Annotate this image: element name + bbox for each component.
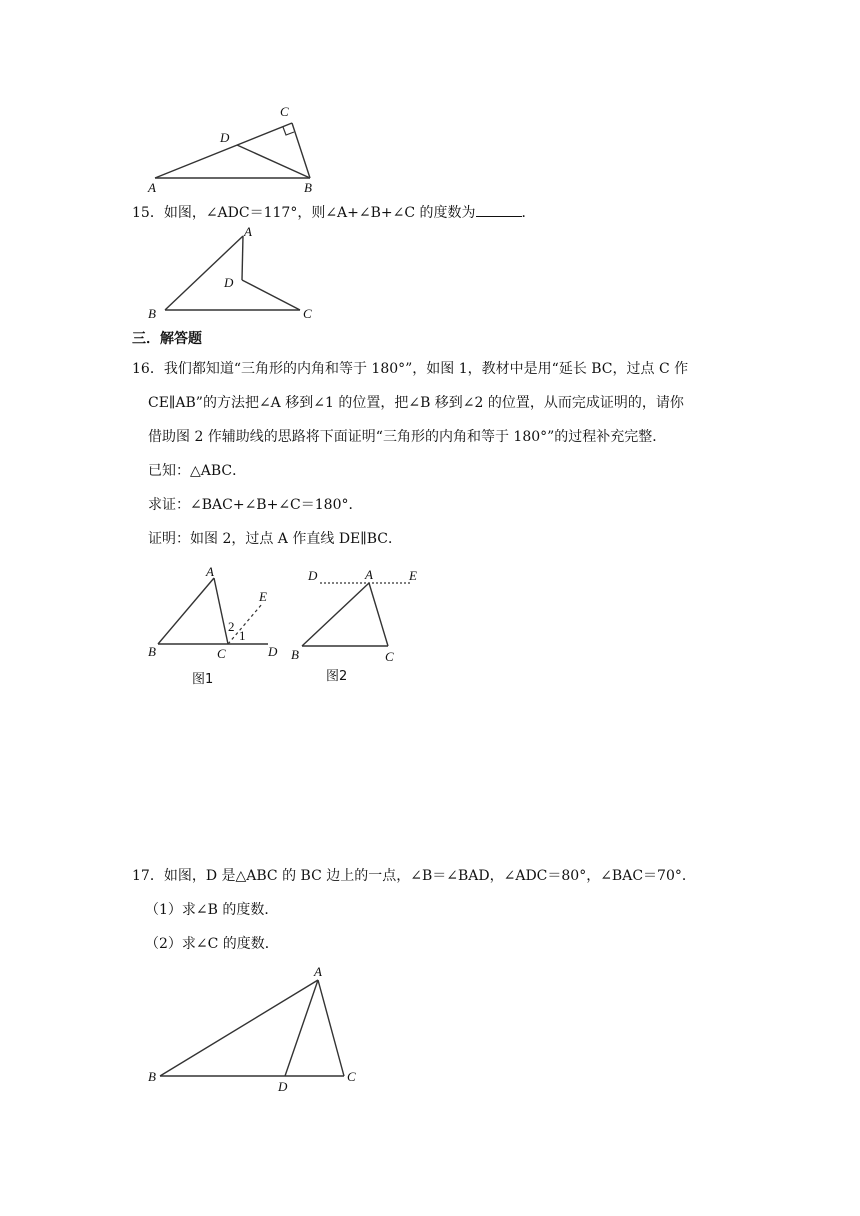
label-angle-1: 1 [239, 628, 246, 643]
segment-ac [369, 583, 388, 646]
question-16-line-2: CE∥AB”的方法把∠A 移到∠1 的位置，把∠B 移到∠2 的位置，从而完成证明的，请你 [148, 395, 684, 411]
question-16-line-1: 16．我们都知道“三角形的内角和等于 180°”，如图 1，教材中是用“延长 BC，过点 C 作 [132, 361, 689, 377]
label-c: C [385, 649, 394, 664]
label-c: C [280, 104, 289, 119]
question-16-line-3: 借助图 2 作辅助线的思路将下面证明“三角形的内角和等于 180°”的过程补充完整． [148, 429, 667, 445]
question-16-given: 已知：△ABC． [148, 463, 247, 479]
label-c: C [347, 1069, 356, 1084]
segment-ba [158, 578, 214, 644]
label-angle-2: 2 [228, 619, 235, 634]
figure-2 [288, 562, 438, 690]
question-15: 15．如图，∠ADC＝117°，则∠A+∠B+∠C 的度数为 ． [132, 202, 536, 223]
label-c: C [303, 306, 312, 321]
segment-ba [165, 236, 243, 310]
question-17-part-2: （2）求∠C 的度数． [145, 936, 279, 952]
figure-q14 [140, 100, 340, 195]
segment-ba [160, 980, 318, 1076]
figure-q17 [140, 960, 380, 1095]
label-b: B [148, 644, 156, 659]
question-17-part-1: （1）求∠B 的度数． [145, 902, 279, 918]
label-a: A [365, 567, 373, 582]
question-17: 17．如图，D 是△ABC 的 BC 边上的一点，∠B＝∠BAD，∠ADC＝80°，∠BAC＝70°． [132, 868, 696, 884]
label-a: A [314, 964, 322, 979]
question-16-prove: 求证：∠BAC+∠B+∠C＝180°． [148, 497, 363, 513]
section-heading: 三．解答题 [132, 331, 202, 347]
label-b: B [291, 647, 299, 662]
question-15-text: 15．如图，∠ADC＝117°，则∠A+∠B+∠C 的度数为 [132, 205, 476, 221]
question-16-proof: 证明：如图 2，过点 A 作直线 DE∥BC． [148, 531, 402, 547]
label-d: D [268, 644, 278, 659]
segment-ac [318, 980, 344, 1076]
right-angle-mark [283, 127, 294, 135]
label-b: B [304, 180, 312, 195]
label-a: A [206, 564, 214, 579]
label-d: D [308, 568, 318, 583]
figure-1 [140, 560, 290, 690]
segment-ac [214, 578, 228, 644]
label-a: A [148, 180, 156, 195]
label-e: E [409, 568, 417, 583]
label-b: B [148, 306, 156, 321]
label-d: D [220, 130, 230, 145]
label-c: C [217, 646, 226, 661]
segment-dc [242, 280, 300, 310]
label-d: D [224, 275, 234, 290]
segment-ba [302, 583, 369, 646]
figure-1-caption: 图1 [192, 672, 214, 687]
label-a: A [244, 224, 252, 239]
label-b: B [148, 1069, 156, 1084]
segment-ad [242, 236, 243, 280]
segment-db [237, 145, 310, 178]
segment-cb [292, 123, 310, 178]
figure-2-caption: 图2 [326, 669, 348, 684]
answer-blank[interactable] [476, 202, 522, 217]
segment-ad [285, 980, 318, 1076]
figure-q15 [140, 222, 340, 324]
label-d: D [278, 1079, 288, 1094]
label-e: E [259, 589, 267, 604]
